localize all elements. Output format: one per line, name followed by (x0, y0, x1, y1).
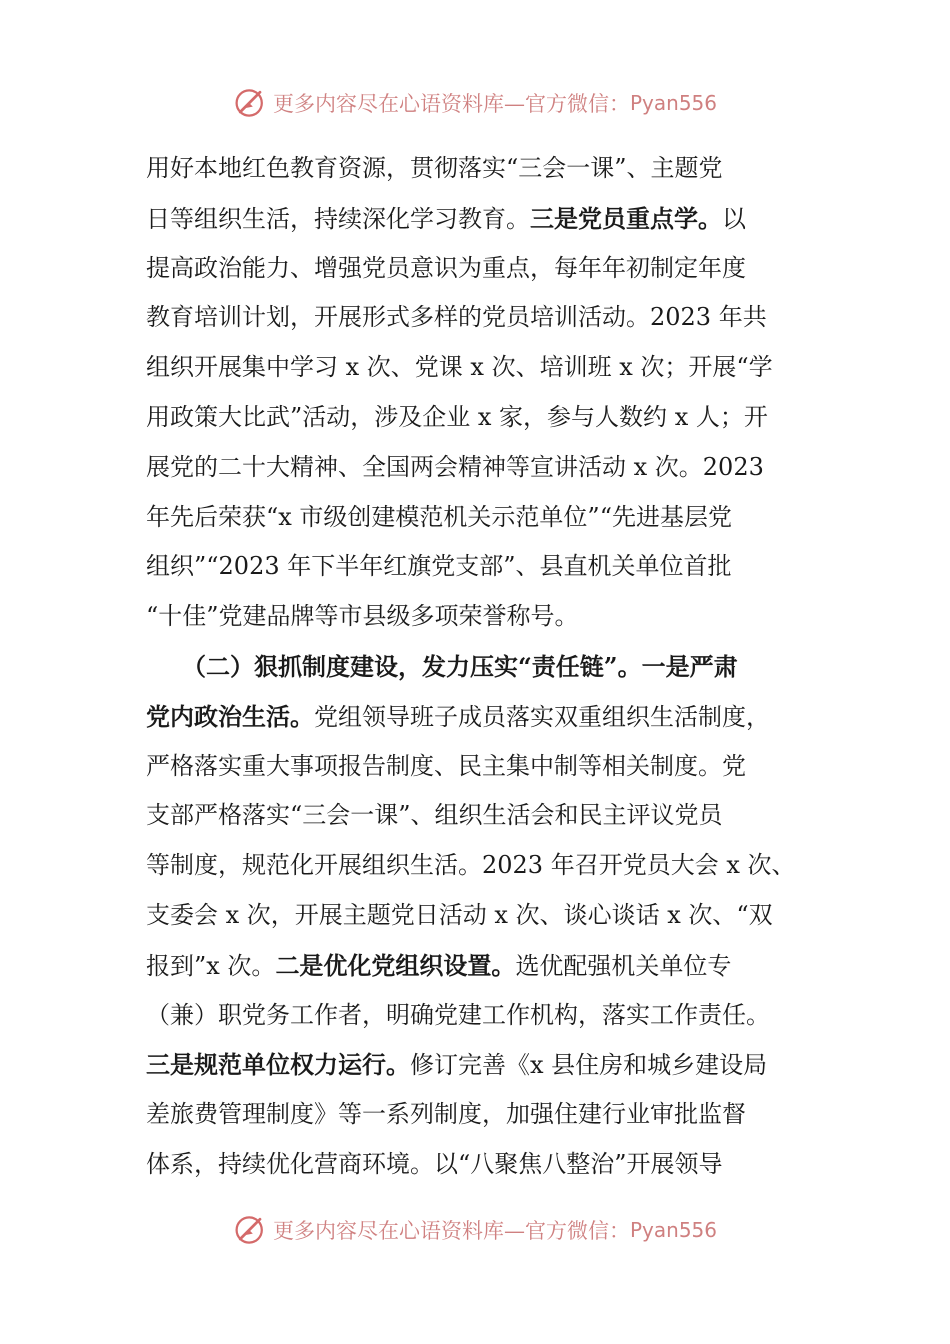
text-line (146, 991, 806, 1041)
bold-text-segment: 二是优化党组织设置。 (275, 950, 516, 980)
pen-logo-icon (233, 1212, 269, 1248)
pen-logo-icon (233, 85, 269, 121)
document-body (146, 144, 806, 1190)
text-line (146, 742, 806, 792)
text-line (146, 244, 806, 294)
text-line (146, 493, 806, 543)
text-segment: “十佳”党建品牌等市县级多项荣誉称号。 (146, 602, 579, 631)
bold-text-segment: 三是党员重点学。 (530, 203, 722, 233)
text-line (146, 194, 806, 244)
text-line (146, 642, 806, 692)
text-segment: 提高政治能力、增强党员意识为重点，每年年初制定年度 (146, 253, 746, 282)
text-line (146, 443, 806, 493)
text-segment: 差旅费管理制度》等一系列制度，加强住建行业审批监督 (146, 1100, 746, 1129)
text-segment: 展党的二十大精神、全国两会精神等宣讲活动 x 次。2023 (146, 452, 764, 481)
text-segment: 支委会 x 次，开展主题党日活动 x 次、谈心谈话 x 次、“双 (146, 900, 773, 929)
text-segment: 以 (722, 204, 746, 233)
text-segment: 支部严格落实“三会一课”、组织生活会和民主评议党员 (146, 801, 723, 830)
text-segment: 教育培训计划，开展形式多样的党员培训活动。2023 年共 (146, 303, 767, 332)
watermark-text: 更多内容尽在心语资料库—官方微信： (272, 1219, 630, 1243)
text-line (146, 941, 806, 991)
text-segment: 严格落实重大事项报告制度、民主集中制等相关制度。党 (146, 751, 746, 780)
text-segment: 修订完善《x 县住房和城乡建设局 (410, 1051, 768, 1080)
text-line (146, 1040, 806, 1090)
bold-text-segment: 党内政治生活。 (146, 701, 314, 731)
text-line (146, 343, 806, 393)
bold-text-segment: （二）狠抓制度建设，发力压实“责任链”。一是严肃 (146, 651, 738, 681)
text-line (146, 293, 806, 343)
text-segment: 体系，持续优化营商环境。以“八聚焦八整治”开展领导 (146, 1149, 723, 1178)
text-segment: 选优配强机关单位专 (515, 951, 732, 980)
footer-watermark (0, 1205, 950, 1255)
text-segment: 党组领导班子成员落实双重组织生活制度， (314, 702, 770, 731)
text-line (146, 791, 806, 841)
text-line (146, 393, 806, 443)
text-line (146, 592, 806, 642)
text-line (146, 144, 806, 194)
text-segment: 组织”“2023 年下半年红旗党支部”、县直机关单位首批 (146, 552, 732, 581)
text-segment: 等制度，规范化开展组织生活。2023 年召开党员大会 x 次、 (146, 851, 796, 880)
text-segment: 年先后荣获“x 市级创建模范机关示范单位”“先进基层党 (146, 502, 732, 531)
watermark-text: 更多内容尽在心语资料库—官方微信： (272, 92, 630, 116)
text-line (146, 1140, 806, 1190)
text-segment: 用政策大比武”活动，涉及企业 x 家，参与人数约 x 人；开 (146, 402, 768, 431)
text-line (146, 1090, 806, 1140)
watermark-account: Pyan556 (629, 91, 717, 115)
text-segment: 用好本地红色教育资源，贯彻落实“三会一课”、主题党 (146, 154, 723, 182)
text-segment: 日等组织生活，持续深化学习教育。 (146, 204, 530, 233)
text-segment: （兼）职党务工作者，明确党建工作机构，落实工作责任。 (146, 1000, 770, 1029)
bold-text-segment: 三是规范单位权力运行。 (146, 1050, 410, 1080)
watermark-account: Pyan556 (629, 1218, 717, 1242)
text-line (146, 841, 806, 891)
text-line (146, 692, 806, 742)
text-segment: 报到”x 次。 (146, 951, 276, 980)
text-line (146, 891, 806, 941)
text-line (146, 542, 806, 592)
header-watermark (0, 78, 950, 128)
text-segment: 组织开展集中学习 x 次、党课 x 次、培训班 x 次；开展“学 (146, 353, 773, 382)
